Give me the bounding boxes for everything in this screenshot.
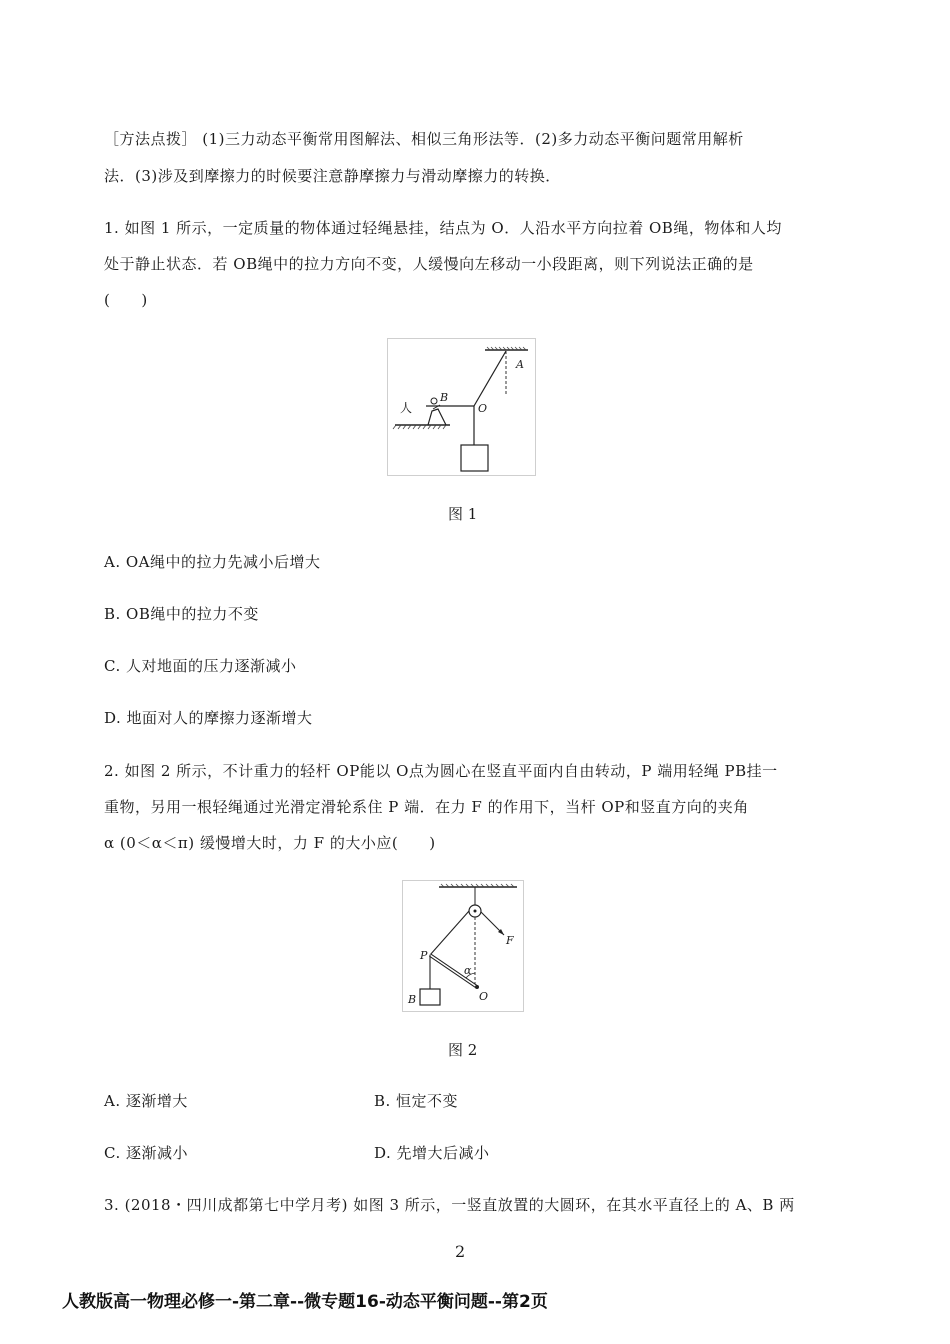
q2-stem-line-3: α (0＜α＜π) 缓慢增大时，力 F 的大小应( )	[104, 834, 436, 852]
q2-stem-line-1: 2. 如图 2 所示，不计重力的轻杆 OP能以 O点为圆心在竖直平面内自由转动，P 端用轻绳 PB挂一	[104, 762, 778, 780]
q1-option-b: B. OB绳中的拉力不变	[104, 605, 259, 623]
fig2-label-f: F	[506, 934, 514, 947]
method-tip-line-1: ［方法点拨］ (1)三力动态平衡常用图解法、相似三角形法等．(2)多力动态平衡问题常用解析	[104, 130, 744, 148]
fig2-label-b: B	[408, 993, 417, 1006]
q2-stem-line-2: 重物，另用一根轻绳通过光滑定滑轮系住 P 端．在力 F 的作用下，当杆 OP和竖直方向的夹角	[104, 798, 749, 816]
q2-option-c: C. 逐渐减小	[104, 1144, 188, 1162]
figure-2-caption: 图 2	[448, 1041, 478, 1059]
q1-stem-line-1: 1. 如图 1 所示，一定质量的物体通过轻绳悬挂，结点为 O．人沿水平方向拉着 OB绳，物体和人均	[104, 219, 782, 237]
figure-1-caption: 图 1	[448, 505, 478, 523]
q1-stem-line-2: 处于静止状态．若 OB绳中的拉力方向不变，人缓慢向左移动一小段距离，则下列说法正确的是	[104, 255, 754, 273]
fig2-label-o: O	[479, 990, 489, 1003]
q1-option-c: C. 人对地面的压力逐渐减小	[104, 657, 297, 675]
page-number: 2	[455, 1242, 466, 1261]
figure-2	[402, 880, 524, 1012]
method-tip-line-2: 法．(3)涉及到摩擦力的时候要注意静摩擦力与滑动摩擦力的转换．	[104, 167, 561, 185]
fig2-label-alpha: α	[464, 964, 472, 977]
document-footer: 人教版高一物理必修一-第二章--微专题16-动态平衡问题--第2页	[62, 1292, 548, 1312]
fig1-label-a: A	[516, 358, 524, 371]
fig1-label-b: B	[440, 391, 449, 404]
fig1-label-o: O	[478, 402, 488, 415]
q2-option-a: A. 逐渐增大	[104, 1092, 188, 1110]
q3-stem-line-1: 3. (2018・四川成都第七中学月考) 如图 3 所示，一竖直放置的大圆环，在其水平直径上的 A、B 两	[104, 1196, 795, 1214]
fig2-label-p: P	[420, 949, 428, 962]
fig1-label-person: 人	[400, 401, 413, 415]
q2-option-d: D. 先增大后减小	[374, 1144, 490, 1162]
q2-option-b: B. 恒定不变	[374, 1092, 459, 1110]
q1-stem-line-3: ( )	[104, 291, 148, 309]
q1-option-d: D. 地面对人的摩擦力逐渐增大	[104, 709, 313, 727]
figure-1	[387, 338, 536, 476]
q1-option-a: A. OA绳中的拉力先减小后增大	[104, 553, 321, 571]
